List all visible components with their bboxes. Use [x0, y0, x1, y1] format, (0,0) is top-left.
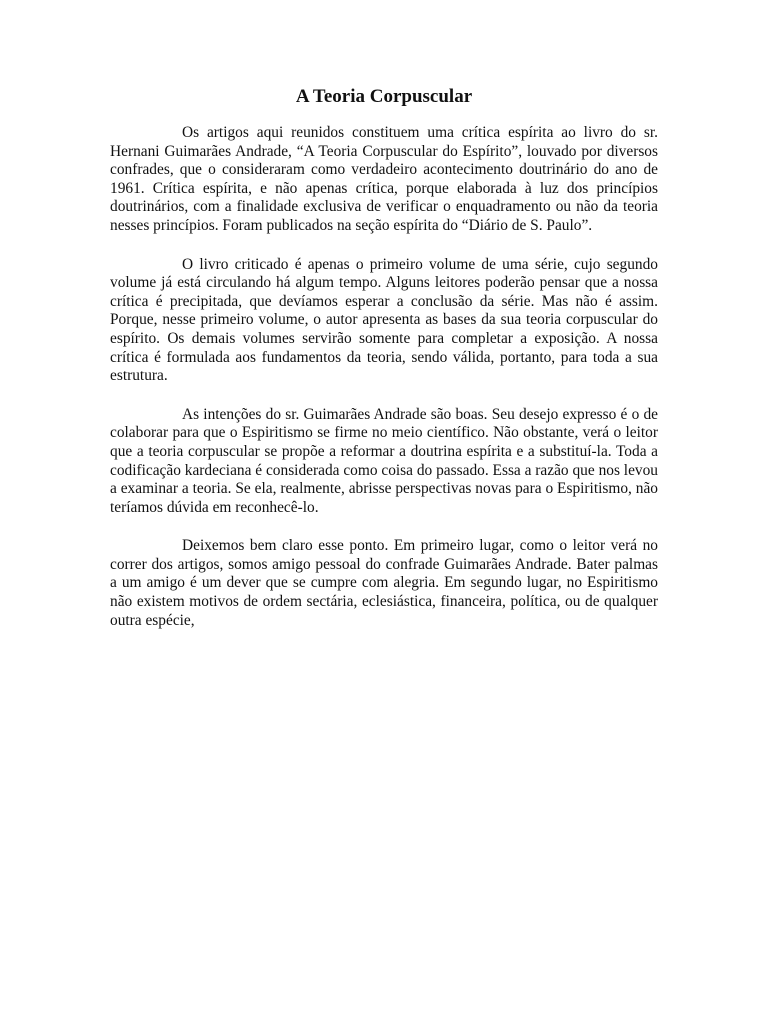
document-page	[110, 84, 658, 650]
paragraph-2: O livro criticado é apenas o primeiro volume de uma série, cujo segundo volume já está circulando há algum tempo. Alguns leitores poderão pensar que a nossa crítica é precipitada, que devíamos esperar a conclusão da série. Mas não é assim. Porque, nesse primeiro volume, o autor apresenta as bases da sua teoria corpuscular do espírito. Os demais volumes servirão somente para completar a exposição. A nossa crítica é formulada aos fundamentos da teoria, sendo válida, portanto, para toda a sua estrutura.	[110, 255, 658, 385]
paragraph-3: As intenções do sr. Guimarães Andrade são boas. Seu desejo expresso é o de colaborar para que o Espiritismo se firme no meio científico. Não obstante, verá o leitor que a teoria corpuscular se propõe a reformar a doutrina espírita e a substituí-la. Toda a codificação kardeciana é considerada como coisa do passado. Essa a razão que nos levou a examinar a teoria. Se ela, realmente, abrisse perspectivas novas para o Espiritismo, não teríamos dúvida em reconhecê-lo.	[110, 405, 658, 516]
paragraph-4: Deixemos bem claro esse ponto. Em primeiro lugar, como o leitor verá no correr dos artigos, somos amigo pessoal do confrade Guimarães Andrade. Bater palmas a um amigo é um dever que se cumpre com alegria. Em segundo lugar, no Espiritismo não existem motivos de ordem sectária, eclesiástica, financeira, política, ou de qualquer outra espécie,	[110, 537, 658, 629]
paragraph-1: Os artigos aqui reunidos constituem uma crítica espírita ao livro do sr. Hernani Guimarães Andrade, “A Teoria Corpuscular do Espírito”, louvado por diversos confrades, que o consideraram como verdadeiro acontecimento doutrinário do ano de 1961. Crítica espírita, e não apenas crítica, porque elaborada à luz dos princípios doutrinários, com a finalidade exclusiva de verificar o enquadramento ou não da teoria nesses princípios. Foram publicados na seção espírita do “Diário de S. Paulo”.	[110, 124, 658, 234]
document-title: A Teoria Corpuscular	[295, 86, 473, 107]
